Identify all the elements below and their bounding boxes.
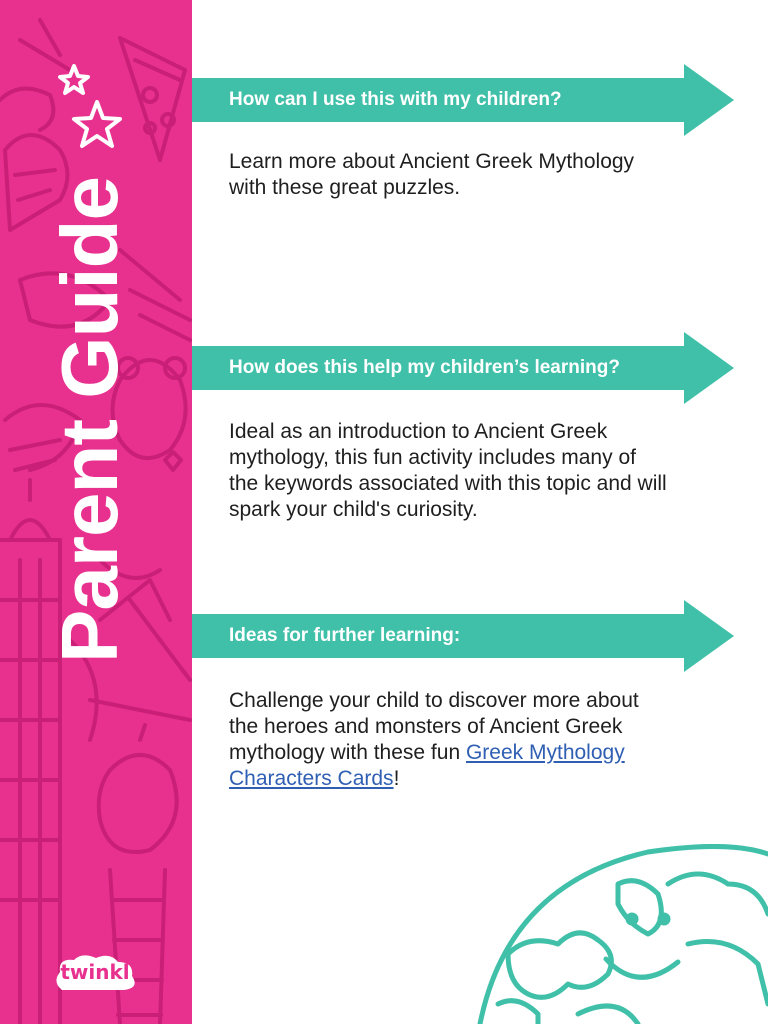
section-children-learning <box>192 332 768 552</box>
twinkl-logo <box>52 952 138 994</box>
section-banner <box>192 332 738 404</box>
section-banner <box>192 600 738 672</box>
section-banner <box>192 64 738 136</box>
sidebar <box>0 0 192 1024</box>
greek-mythology-cards-link[interactable]: Greek Mythology Characters Cards <box>229 741 625 790</box>
section-body: Learn more about Ancient Greek Mythology with these great puzzles. <box>229 150 635 199</box>
section-body <box>229 688 669 792</box>
section-heading: How can I use this with my children? <box>229 89 562 110</box>
logo-text: twinkl <box>60 960 130 984</box>
smiling-globe-icon <box>468 844 768 1024</box>
page-title: Parent Guide <box>45 177 134 663</box>
body-text-after-link: ! <box>393 767 400 790</box>
apple-doodle <box>99 725 177 852</box>
section-heading: Ideas for further learning: <box>229 625 461 646</box>
section-use-with-children <box>192 64 768 264</box>
body-text-before-link: Challenge your child to discover more about the heroes and monsters of Ancient Greek mythology with these fun <box>229 689 639 764</box>
section-further-learning <box>192 600 768 820</box>
ladder-doodle <box>110 870 165 1024</box>
section-body: Ideal as an introduction to Ancient Greek mythology, this fun activity includes many of the keywords associated with this topic and will spark your child's curiosity. <box>229 420 667 521</box>
star-icon <box>52 60 132 170</box>
section-heading: How does this help my children’s learning? <box>229 357 620 378</box>
